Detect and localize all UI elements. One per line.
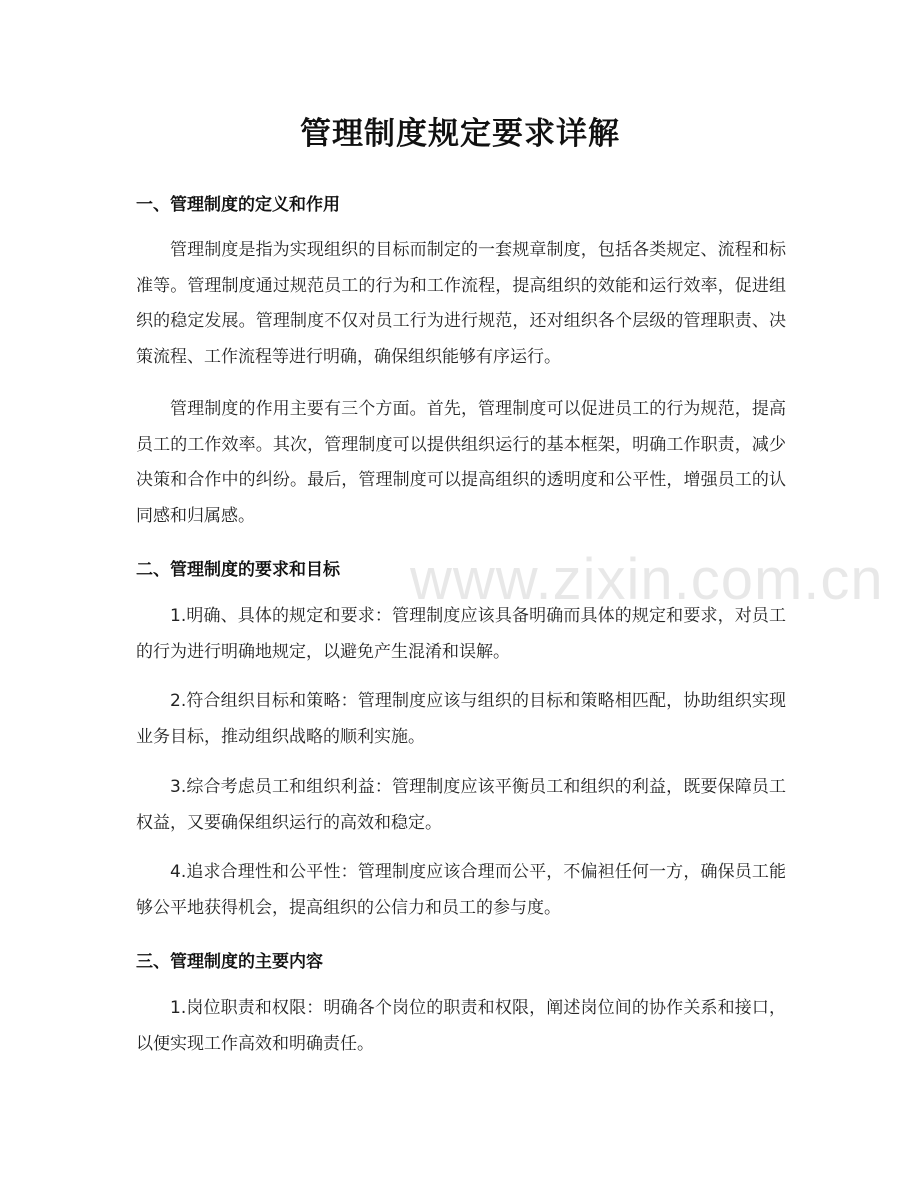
watermark-text: www.zixin.com.cn [410,547,884,612]
paragraph-2-4: 4.追求合理性和公平性：管理制度应该合理而公平，不偏袒任何一方，确保员工能够公平地获得机会，提高组织的公信力和员工的参与度。 [136,862,786,918]
paragraph-1-2: 管理制度的作用主要有三个方面。首先，管理制度可以促进员工的行为规范，提高员工的工作效率。其次，管理制度可以提供组织运行的基本框架，明确工作职责，减少决策和合作中的纠纷。最后，管理制度可以提高组织的透明度和公平性，增强员工的认同感和归属感。 [136,399,786,526]
document-title: 管理制度规定要求详解 [300,116,620,152]
paragraph-2-1: 1.明确、具体的规定和要求：管理制度应该具备明确而具体的规定和要求，对员工的行为进行明确地规定，以避免产生混淆和误解。 [136,606,786,662]
paragraph-1-1: 管理制度是指为实现组织的目标而制定的一套规章制度，包括各类规定、流程和标准等。管理制度通过规范员工的行为和工作流程，提高组织的效能和运行效率，促进组织的稳定发展。管理制度不仅对员工行为进行规范，还对组织各个层级的管理职责、决策流程、工作流程等进行明确，确保组织能够有序运行。 [136,240,786,367]
paragraph-2-2: 2.符合组织目标和策略：管理制度应该与组织的目标和策略相匹配，协助组织实现业务目标，推动组织战略的顺利实施。 [136,691,786,747]
section-heading-3: 三、管理制度的主要内容 [136,952,323,972]
paragraph-3-1: 1.岗位职责和权限：明确各个岗位的职责和权限，阐述岗位间的协作关系和接口，以便实现工作高效和明确责任。 [136,998,786,1054]
section-heading-2: 二、管理制度的要求和目标 [136,560,340,580]
section-heading-1: 一、管理制度的定义和作用 [136,195,340,215]
paragraph-2-3: 3.综合考虑员工和组织利益：管理制度应该平衡员工和组织的利益，既要保障员工权益，又要确保组织运行的高效和稳定。 [136,777,786,833]
